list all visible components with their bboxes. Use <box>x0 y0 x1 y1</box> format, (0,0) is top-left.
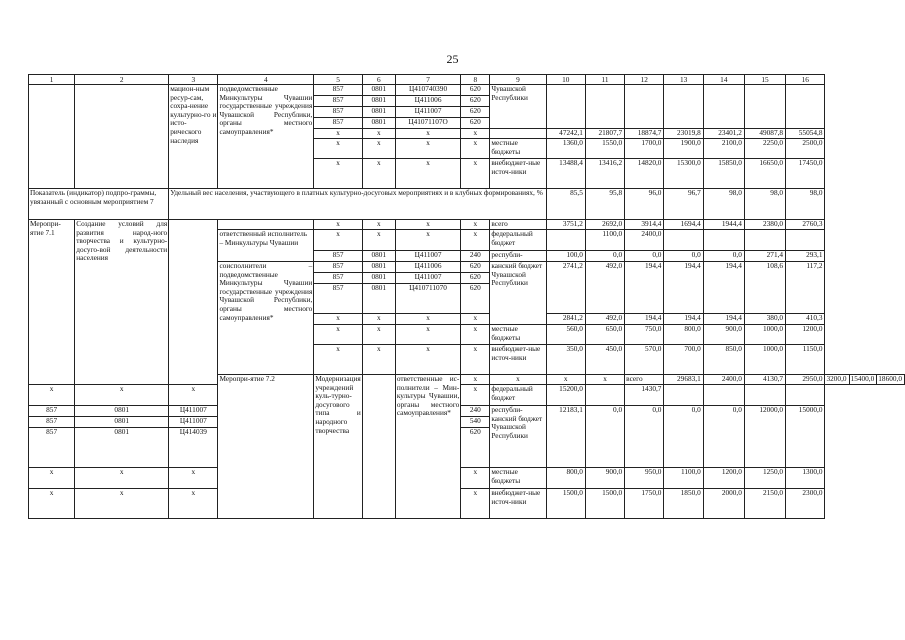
table-cell: федеральный бюджет <box>490 230 546 251</box>
table-cell: Модернизация учреждений куль-турно-досугового типа и народного творчества <box>314 375 362 519</box>
table-cell <box>218 220 314 230</box>
table-cell: 2950,0 <box>786 375 825 385</box>
table-cell: x <box>461 129 490 139</box>
table-cell <box>75 85 169 189</box>
table-cell: 2500,0 <box>786 139 825 159</box>
table-cell: 15850,0 <box>703 159 744 189</box>
table-cell: канский бюджет Чувашской Республики <box>490 262 546 325</box>
table-cell: 620 <box>461 273 490 284</box>
table-cell: 15000,0 <box>786 406 825 468</box>
table-cell: 900,0 <box>585 468 624 489</box>
header-cell: 9 <box>490 75 546 85</box>
table-cell: x <box>395 139 460 159</box>
table-cell: 0,0 <box>625 406 664 468</box>
table-cell: x <box>314 314 362 325</box>
table-cell: 0,0 <box>664 406 703 468</box>
table-cell: 29683,1 <box>664 375 703 385</box>
table-cell: 560,0 <box>546 325 585 345</box>
table-cell: 0801 <box>362 284 395 314</box>
table-cell: x <box>75 385 169 406</box>
table-cell: 620 <box>461 107 490 118</box>
table-cell <box>664 385 703 406</box>
table-cell: 857 <box>29 417 75 428</box>
table-cell: 857 <box>314 107 362 118</box>
table-cell: Создание условий для развития народ-ного творчества и культурно-досуго-вой деятельности населения <box>75 220 169 385</box>
table-cell: 0801 <box>362 251 395 262</box>
table-cell: x <box>75 468 169 489</box>
table-cell <box>585 385 624 406</box>
table-cell: внебюджет-ные источ-ники <box>490 345 546 375</box>
header-cell: 10 <box>546 75 585 85</box>
table-cell: x <box>314 220 362 230</box>
table-cell <box>786 230 825 251</box>
header-cell: 3 <box>169 75 218 85</box>
table-cell: x <box>362 220 395 230</box>
table-cell: x <box>29 385 75 406</box>
table-cell: 0,0 <box>585 406 624 468</box>
table-cell: местные бюджеты <box>490 468 546 489</box>
table-cell: 4130,7 <box>744 375 785 385</box>
table-cell: Ц411007 <box>395 251 460 262</box>
table-cell: x <box>169 489 218 519</box>
header-cell: 8 <box>461 75 490 85</box>
table-cell: x <box>490 375 546 385</box>
table-cell: x <box>362 325 395 345</box>
table-cell: x <box>461 159 490 189</box>
table-cell: 950,0 <box>625 468 664 489</box>
table-cell: подведомственные Минкультуры Чувашии государственные учреждения Чувашской Республики, органы местного самоуправления* <box>218 85 314 189</box>
table-cell: x <box>461 385 490 406</box>
table-cell <box>664 85 703 129</box>
table-cell: x <box>314 139 362 159</box>
table-cell: 1850,0 <box>664 489 703 519</box>
table-cell: 350,0 <box>546 345 585 375</box>
indicator-row <box>29 189 905 220</box>
table-cell: республи-канский бюджет Чувашской Республики <box>490 406 546 468</box>
table-cell <box>490 129 546 139</box>
table-cell: x <box>362 129 395 139</box>
table-row <box>29 85 905 96</box>
table-cell: 1500,0 <box>546 489 585 519</box>
table-cell: 13488,4 <box>546 159 585 189</box>
table-cell: 0801 <box>362 118 395 129</box>
table-cell: 1000,0 <box>744 325 785 345</box>
table-cell: 800,0 <box>546 468 585 489</box>
table-cell: x <box>362 314 395 325</box>
table-cell: 857 <box>314 96 362 107</box>
table-cell: внебюджет-ные источ-ники <box>490 489 546 519</box>
table-cell: x <box>395 345 460 375</box>
table-cell: всего <box>625 375 664 385</box>
table-cell: местные бюджеты <box>490 325 546 345</box>
table-cell: Ц414039 <box>169 428 218 468</box>
table-cell: 49087,8 <box>744 129 785 139</box>
table-cell: 3914,4 <box>625 220 664 230</box>
table-cell: федеральный бюджет <box>490 385 546 406</box>
table-cell <box>664 230 703 251</box>
table-cell: 857 <box>314 85 362 96</box>
table-cell: Меропри-ятие 7.2 <box>218 375 314 519</box>
table-cell: 1500,0 <box>585 489 624 519</box>
table-cell: x <box>314 129 362 139</box>
table-cell: 1150,0 <box>786 345 825 375</box>
table-cell: x <box>29 468 75 489</box>
table-cell: 194,4 <box>664 262 703 314</box>
table-cell: 23401,2 <box>703 129 744 139</box>
table-cell: 13416,2 <box>585 159 624 189</box>
table-cell <box>744 85 785 129</box>
table-cell: 620 <box>461 85 490 96</box>
table-cell: 2400,0 <box>703 375 744 385</box>
table-cell: Ц411006 <box>395 262 460 273</box>
header-row <box>29 75 905 85</box>
table-cell: 0801 <box>362 96 395 107</box>
table-cell: 12000,0 <box>744 406 785 468</box>
header-cell: 4 <box>218 75 314 85</box>
header-cell: 16 <box>786 75 825 85</box>
table-cell: x <box>29 489 75 519</box>
table-cell: 17450,0 <box>786 159 825 189</box>
table-cell: 1430,7 <box>625 385 664 406</box>
table-cell: 98,0 <box>744 189 785 220</box>
table-cell: 380,0 <box>744 314 785 325</box>
table-cell: 492,0 <box>585 262 624 314</box>
table-row <box>29 468 905 489</box>
table-cell: 3751,2 <box>546 220 585 230</box>
header-cell: 5 <box>314 75 362 85</box>
table-cell: 2760,3 <box>786 220 825 230</box>
table-cell: x <box>461 230 490 251</box>
table-cell: 620 <box>461 428 490 468</box>
table-cell: x <box>461 375 490 385</box>
table-cell: x <box>362 139 395 159</box>
table-cell <box>585 85 624 129</box>
table-cell: 2380,0 <box>744 220 785 230</box>
table-cell: мацион-ным ресур-сам, сохра-нение культурно-го и исто-рического наследия <box>169 85 218 189</box>
table-cell <box>703 230 744 251</box>
table-cell: x <box>362 159 395 189</box>
table-cell: 0801 <box>362 107 395 118</box>
budget-table <box>28 74 905 519</box>
header-cell: 15 <box>744 75 785 85</box>
table-cell: 450,0 <box>585 345 624 375</box>
header-cell: 6 <box>362 75 395 85</box>
table-cell: 570,0 <box>625 345 664 375</box>
table-cell: Ц41071107О <box>395 118 460 129</box>
table-cell: ответственный исполнитель – Минкультуры Чувашии <box>218 230 314 262</box>
table-cell: 0,0 <box>703 251 744 262</box>
table-cell: x <box>362 230 395 251</box>
table-cell: 1200,0 <box>703 468 744 489</box>
table-cell: x <box>546 375 585 385</box>
table-cell <box>703 85 744 129</box>
table-cell: республи- <box>490 251 546 262</box>
header-cell: 1 <box>29 75 75 85</box>
table-cell: 293,1 <box>786 251 825 262</box>
table-cell: 620 <box>461 262 490 273</box>
table-cell: 23019,8 <box>664 129 703 139</box>
table-cell: x <box>585 375 624 385</box>
table-cell: 96,0 <box>625 189 664 220</box>
table-cell: Ц410740390 <box>395 85 460 96</box>
table-cell: 620 <box>461 284 490 314</box>
table-row <box>29 220 905 230</box>
table-cell: 1100,0 <box>585 230 624 251</box>
table-cell: Меропри-ятие 7.1 <box>29 220 75 385</box>
table-cell: внебюджет-ные источ-ники <box>490 159 546 189</box>
table-cell: местные бюджеты <box>490 139 546 159</box>
table-cell: Ц411007 <box>395 107 460 118</box>
table-cell: x <box>461 139 490 159</box>
table-cell: x <box>314 230 362 251</box>
table-cell: x <box>461 345 490 375</box>
table-cell: Ц411007 <box>169 417 218 428</box>
table-cell <box>703 385 744 406</box>
table-cell: 1360,0 <box>546 139 585 159</box>
table-cell: 194,4 <box>664 314 703 325</box>
table-cell: x <box>314 159 362 189</box>
page-number: 25 <box>446 52 459 66</box>
table-cell: 0801 <box>75 417 169 428</box>
table-cell: 2400,0 <box>625 230 664 251</box>
table-cell: Ц410711070 <box>395 284 460 314</box>
table-cell <box>362 375 395 519</box>
table-cell: 21807,7 <box>585 129 624 139</box>
table-cell: 0801 <box>75 406 169 417</box>
table-cell: 0,0 <box>625 251 664 262</box>
table-cell: 47242,1 <box>546 129 585 139</box>
table-cell: 0801 <box>362 262 395 273</box>
table-cell: 2100,0 <box>703 139 744 159</box>
table-cell: 2150,0 <box>744 489 785 519</box>
table-cell: 857 <box>314 273 362 284</box>
table-cell: 857 <box>29 428 75 468</box>
table-cell: 100,0 <box>546 251 585 262</box>
table-cell: Ц411006 <box>395 96 460 107</box>
table-cell: 540 <box>461 417 490 428</box>
table-cell: 857 <box>314 118 362 129</box>
table-cell: соисполнители – подведомственные Минкультуры Чувашии государственные учреждения Чувашской Республики, органы местного самоуправления* <box>218 262 314 375</box>
table-cell: x <box>169 468 218 489</box>
table-cell: 12183,1 <box>546 406 585 468</box>
table-row <box>29 406 905 417</box>
table-cell <box>169 220 218 385</box>
table-cell: 0,0 <box>585 251 624 262</box>
table-cell: 620 <box>461 118 490 129</box>
table-cell: 620 <box>461 96 490 107</box>
header-cell: 11 <box>585 75 624 85</box>
table-cell: x <box>461 314 490 325</box>
table-cell: 0,0 <box>703 406 744 468</box>
table-cell: 15300,0 <box>664 159 703 189</box>
table-cell: 0,0 <box>664 251 703 262</box>
table-cell: 194,4 <box>625 314 664 325</box>
table-cell: x <box>461 325 490 345</box>
table-cell: 857 <box>314 262 362 273</box>
table-cell <box>546 85 585 129</box>
table-cell: 700,0 <box>664 345 703 375</box>
table-cell: 1694,4 <box>664 220 703 230</box>
table-cell: 1250,0 <box>744 468 785 489</box>
table-cell: Показатель (индикатор) подпро-граммы, увязанный с основным мероприятием 7 <box>29 189 169 220</box>
table-cell: 0801 <box>362 85 395 96</box>
table-cell: 98,0 <box>786 189 825 220</box>
table-cell: 410,3 <box>786 314 825 325</box>
header-cell: 12 <box>625 75 664 85</box>
table-cell: 117,2 <box>786 262 825 314</box>
table-cell: x <box>169 385 218 406</box>
table-cell: 1000,0 <box>744 345 785 375</box>
table-cell: 2250,0 <box>744 139 785 159</box>
table-cell: 1200,0 <box>786 325 825 345</box>
table-cell: 85,5 <box>546 189 585 220</box>
table-cell: 194,4 <box>703 262 744 314</box>
table-cell: 240 <box>461 406 490 417</box>
table-cell: ответственные ис-полнители – Мин-культуры Чувашии, органы местного самоуправления* <box>395 375 460 519</box>
table-cell: 750,0 <box>625 325 664 345</box>
table-cell: 15200,0 <box>546 385 585 406</box>
table-cell <box>786 85 825 129</box>
table-cell: 1700,0 <box>625 139 664 159</box>
table-cell: 857 <box>314 251 362 262</box>
table-cell: 96,7 <box>664 189 703 220</box>
table-cell: 3200,0 <box>825 375 849 385</box>
table-cell: 2692,0 <box>585 220 624 230</box>
table-cell: 2000,0 <box>703 489 744 519</box>
table-cell: 650,0 <box>585 325 624 345</box>
table-cell: 1900,0 <box>664 139 703 159</box>
header-cell: 14 <box>703 75 744 85</box>
table-cell: 1750,0 <box>625 489 664 519</box>
table-cell: x <box>461 489 490 519</box>
table-cell: x <box>395 220 460 230</box>
table-cell <box>29 85 75 189</box>
table-cell: Ц411007 <box>395 273 460 284</box>
header-cell: 7 <box>395 75 460 85</box>
table-cell: 194,4 <box>625 262 664 314</box>
table-cell <box>786 385 825 406</box>
table-cell: Чувашской Республики <box>490 85 546 129</box>
table-cell: Ц411007 <box>169 406 218 417</box>
table-cell: x <box>362 345 395 375</box>
table-cell: 18874,7 <box>625 129 664 139</box>
table-cell: 800,0 <box>664 325 703 345</box>
table-cell: 492,0 <box>585 314 624 325</box>
table-cell: x <box>461 220 490 230</box>
table-cell: 857 <box>29 406 75 417</box>
table-cell: 1944,4 <box>703 220 744 230</box>
table-cell: 240 <box>461 251 490 262</box>
table-cell <box>744 230 785 251</box>
table-cell <box>744 385 785 406</box>
table-cell: x <box>395 314 460 325</box>
table-cell: 2741,2 <box>546 262 585 314</box>
table-row <box>29 385 905 406</box>
table-cell: 0801 <box>362 273 395 284</box>
table-cell: x <box>314 345 362 375</box>
table-cell: 271,4 <box>744 251 785 262</box>
table-cell: x <box>395 159 460 189</box>
table-row <box>29 489 905 519</box>
table-cell: 2300,0 <box>786 489 825 519</box>
table-cell: Удельный вес населения, участвующего в платных культурно-досуговых мероприятиях и в клубных формированиях, % <box>169 189 546 220</box>
table-cell: 15400,0 <box>849 375 877 385</box>
table-cell: 1550,0 <box>585 139 624 159</box>
table-cell: x <box>395 129 460 139</box>
table-cell: 1300,0 <box>786 468 825 489</box>
table-cell: x <box>461 468 490 489</box>
table-cell: 857 <box>314 284 362 314</box>
table-cell <box>546 230 585 251</box>
table-cell: 16650,0 <box>744 159 785 189</box>
table-cell: 95,8 <box>585 189 624 220</box>
table-cell: 850,0 <box>703 345 744 375</box>
table-cell: 1100,0 <box>664 468 703 489</box>
table-cell: x <box>75 489 169 519</box>
table-cell: x <box>314 325 362 345</box>
header-cell: 13 <box>664 75 703 85</box>
table-cell: 18600,0 <box>877 375 905 385</box>
table-cell: x <box>395 230 460 251</box>
table-cell: 98,0 <box>703 189 744 220</box>
table-cell <box>625 85 664 129</box>
table-cell: всего <box>490 220 546 230</box>
table-cell: x <box>395 325 460 345</box>
table-cell: 55054,8 <box>786 129 825 139</box>
table-cell: 900,0 <box>703 325 744 345</box>
table-cell: 2841,2 <box>546 314 585 325</box>
header-cell: 2 <box>75 75 169 85</box>
table-cell: 194,4 <box>703 314 744 325</box>
table-cell: 0801 <box>75 428 169 468</box>
table-cell: 108,6 <box>744 262 785 314</box>
table-cell: 14820,0 <box>625 159 664 189</box>
